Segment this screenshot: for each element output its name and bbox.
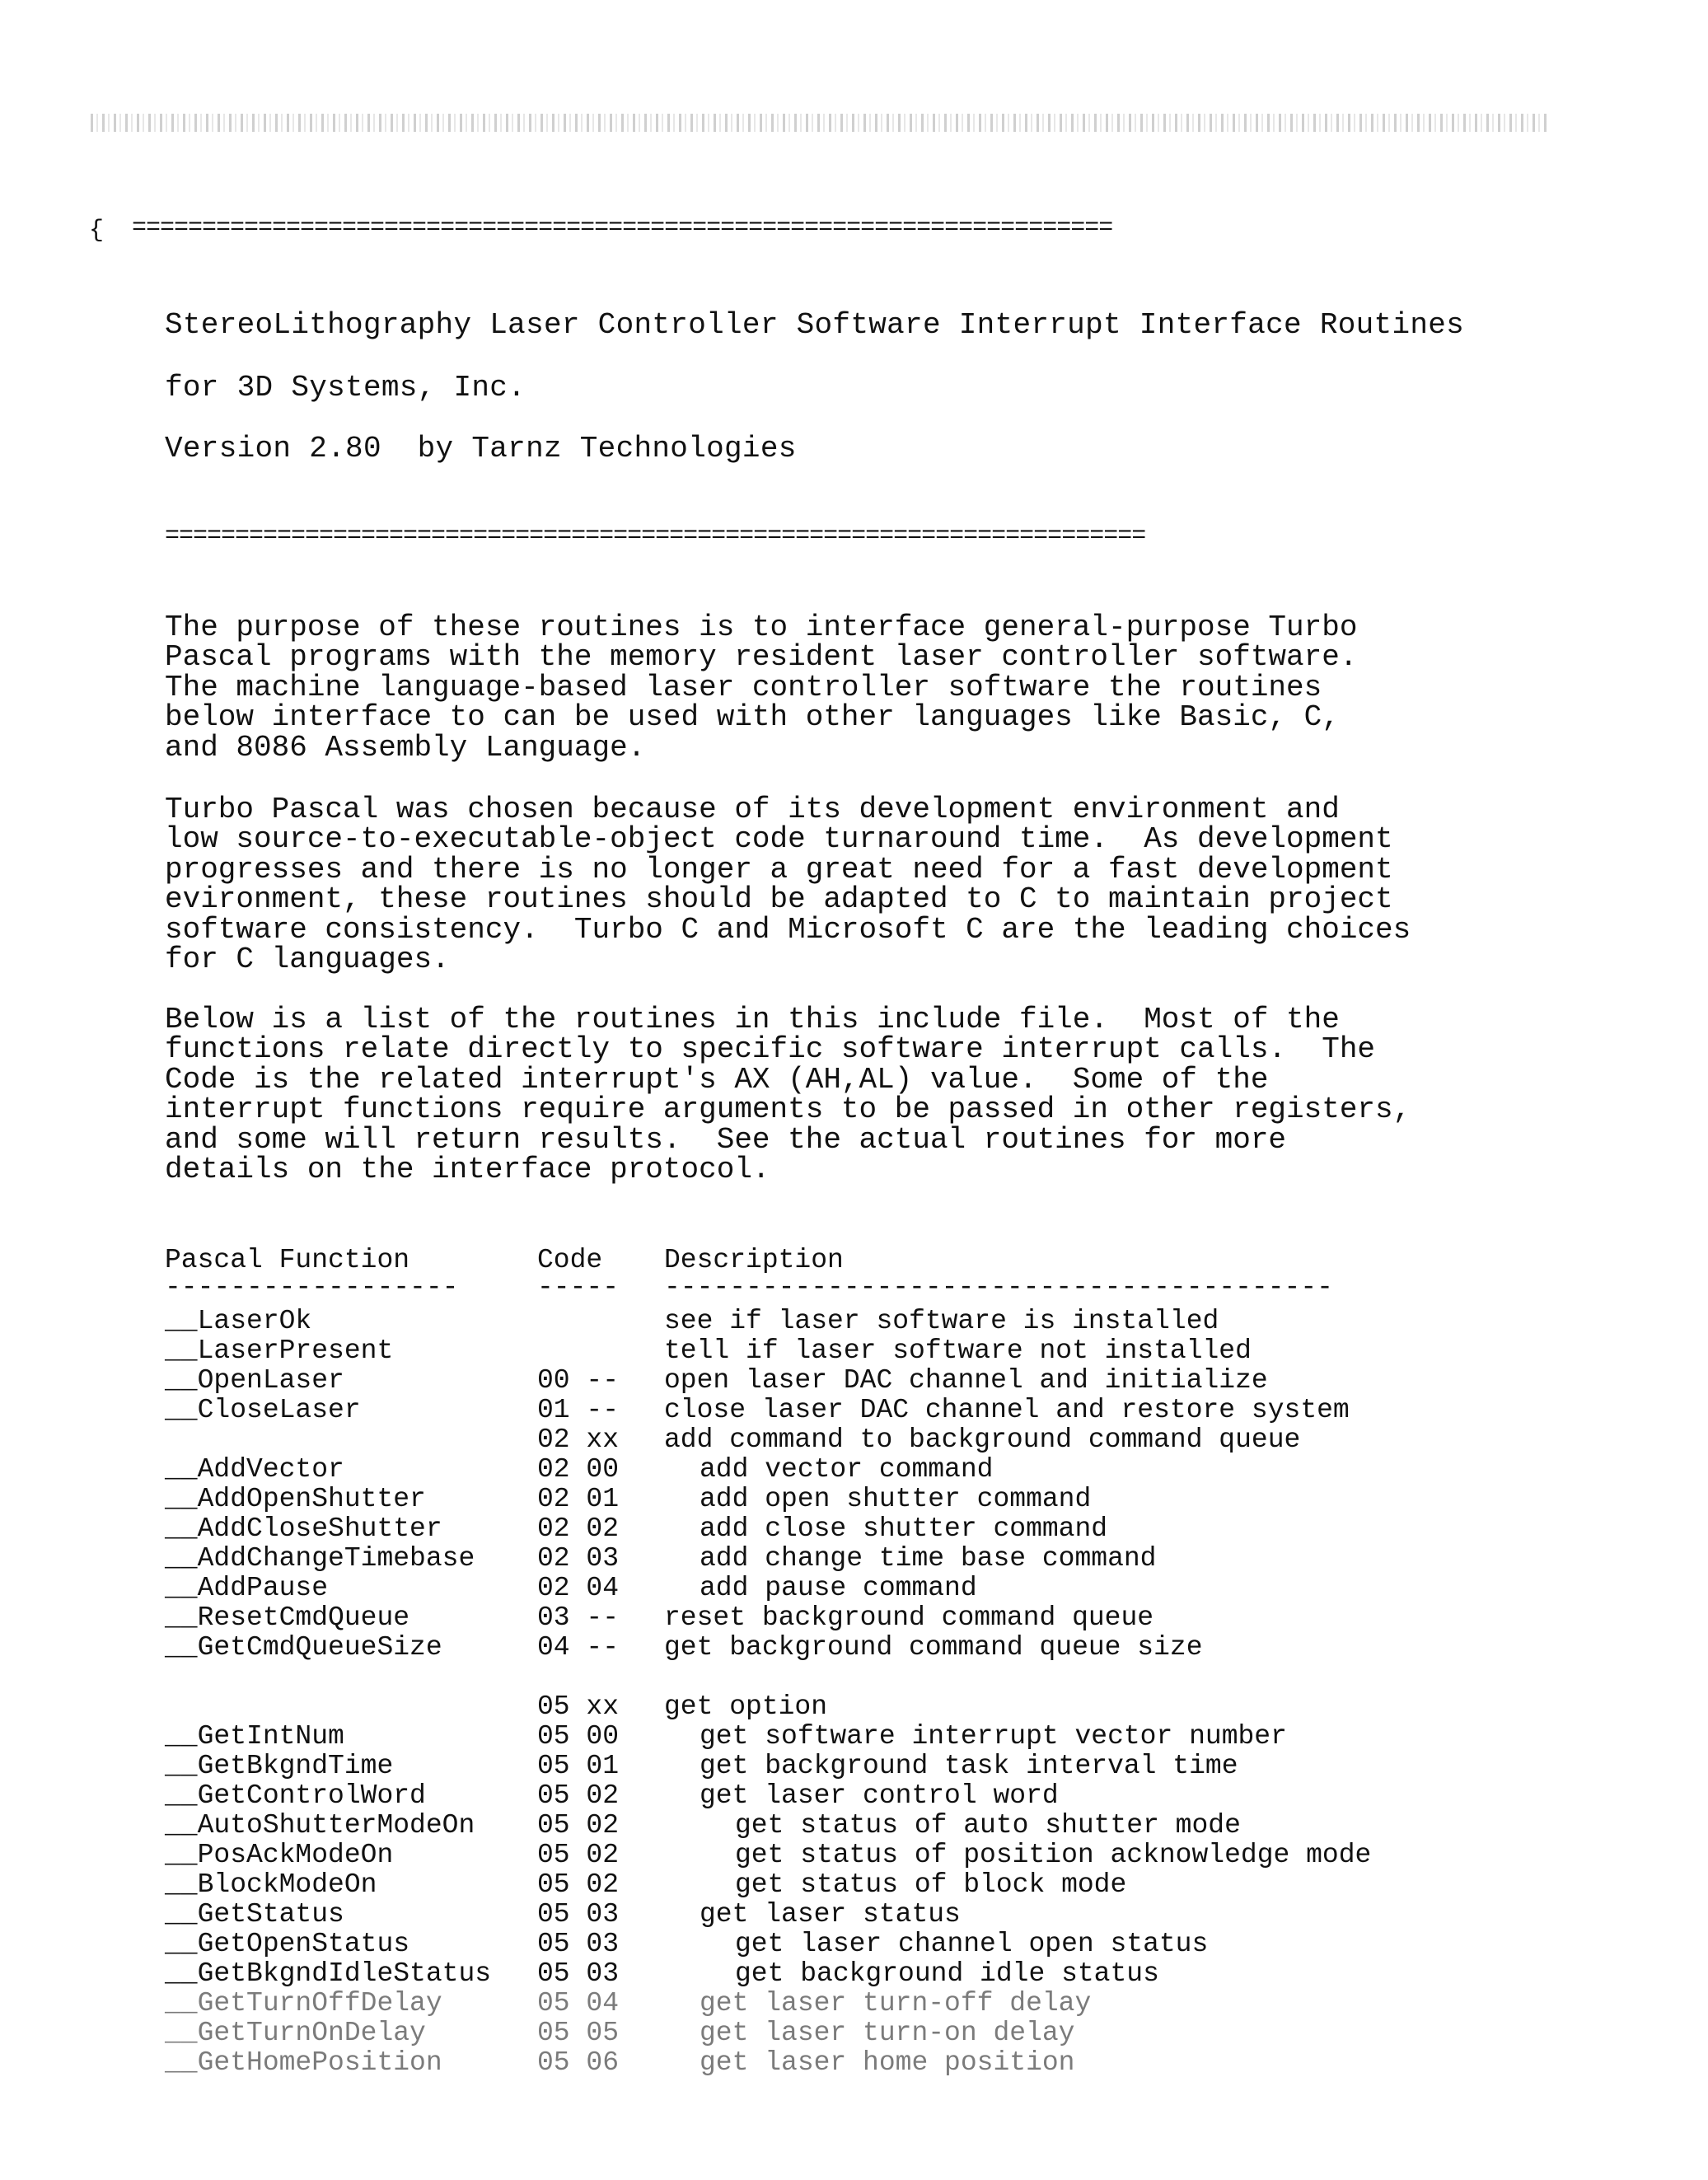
function-name: __GetBkgndTime: [165, 1752, 393, 1781]
underline-function: ------------------: [165, 1273, 458, 1303]
underline-code: -----: [537, 1273, 619, 1303]
routine-description: add change time base command: [700, 1544, 1157, 1574]
function-name: __AddCloseShutter: [165, 1514, 442, 1544]
interrupt-code: 05 02: [537, 1811, 619, 1841]
routine-description: get status of block mode: [735, 1870, 1126, 1900]
function-name: __GetBkgndIdleStatus: [165, 1959, 491, 1989]
function-name: __GetIntNum: [165, 1722, 344, 1752]
scan-noise-band: [91, 114, 1549, 132]
routine-description: add command to background command queue: [664, 1425, 1300, 1455]
interrupt-code: 04 --: [537, 1633, 619, 1663]
interrupt-code: 05 02: [537, 1781, 619, 1811]
routine-description: get background idle status: [735, 1959, 1159, 1989]
interrupt-code: 02 01: [537, 1485, 619, 1514]
table-underline: [165, 1273, 198, 1303]
routine-description: get background command queue size: [664, 1633, 1203, 1663]
bottom-rule: ======================================================================: [165, 524, 1481, 549]
function-name: __AddOpenShutter: [165, 1485, 426, 1514]
title-line-2: for 3D Systems, Inc.: [165, 373, 526, 403]
interrupt-code: 01 --: [537, 1396, 619, 1425]
interrupt-code: 05 05: [537, 2019, 619, 2048]
interrupt-code: 02 02: [537, 1514, 619, 1544]
interrupt-code: 05 04: [537, 1989, 619, 2019]
table-header: [165, 1246, 198, 1275]
underline-description: -----------------------------------------: [664, 1273, 1333, 1303]
header-code: Code: [537, 1246, 602, 1275]
routine-description: get laser status: [700, 1900, 961, 1930]
header-function: Pascal Function: [165, 1246, 409, 1275]
routine-description: get laser channel open status: [735, 1930, 1208, 1959]
routine-description: open laser DAC channel and initialize: [664, 1366, 1268, 1396]
function-name: __GetCmdQueueSize: [165, 1633, 442, 1663]
routine-description: get option: [664, 1692, 827, 1722]
routine-description: get software interrupt vector number: [700, 1722, 1287, 1752]
paragraph-turbo-pascal: Turbo Pascal was chosen because of its development environment and low source-to-executable-object code turnaround time. As development progresses and there is no longer a great need for a fast development evironment, these routines should be adapted to C to maintain project software consistency. Turbo C and Microsoft C are the leading choices for C languages.: [165, 795, 1411, 975]
function-name: __BlockModeOn: [165, 1870, 377, 1900]
function-name: __CloseLaser: [165, 1396, 361, 1425]
routine-description: add pause command: [700, 1574, 977, 1603]
routine-description: close laser DAC channel and restore system: [664, 1396, 1350, 1425]
function-name: __LaserPresent: [165, 1336, 393, 1366]
routine-description: get status of position acknowledge mode: [735, 1841, 1371, 1870]
interrupt-code: 02 04: [537, 1574, 619, 1603]
paragraph-purpose: The purpose of these routines is to interface general-purpose Turbo Pascal programs with the memory resident laser controller software. The machine language-based laser controller software the routines below interface to can be used with other languages like Basic, C, and 8086 Assembly Language.: [165, 613, 1357, 763]
function-name: __GetHomePosition: [165, 2048, 442, 2078]
function-name: __AddVector: [165, 1455, 344, 1485]
routine-description: get laser turn-on delay: [700, 2019, 1074, 2048]
interrupt-code: 02 xx: [537, 1425, 619, 1455]
interrupt-code: 05 03: [537, 1930, 619, 1959]
title-line-1: StereoLithography Laser Controller Software Interrupt Interface Routines: [165, 311, 1464, 340]
function-name: __AutoShutterModeOn: [165, 1811, 475, 1841]
function-name: __GetOpenStatus: [165, 1930, 409, 1959]
paragraph-routine-list: Below is a list of the routines in this include file. Most of the functions relate directly to specific software interrupt calls. The Code is the related interrupt's AX (AH,AL) value. Some of the interrupt functions require arguments to be passed in other registers, and some will return results. See the actual routines for more details on the interface protocol.: [165, 1005, 1411, 1185]
routine-description: get laser home position: [700, 2048, 1074, 2078]
function-name: __AddPause: [165, 1574, 328, 1603]
routine-description: add open shutter command: [700, 1485, 1091, 1514]
function-name: __GetTurnOnDelay: [165, 2019, 426, 2048]
routine-description: get laser turn-off delay: [700, 1989, 1091, 2019]
interrupt-code: 03 --: [537, 1603, 619, 1633]
function-name: __GetTurnOffDelay: [165, 1989, 442, 2019]
interrupt-code: 05 06: [537, 2048, 619, 2078]
routine-description: see if laser software is installed: [664, 1307, 1219, 1336]
interrupt-code: 05 02: [537, 1841, 619, 1870]
function-name: __AddChangeTimebase: [165, 1544, 475, 1574]
interrupt-code: 02 00: [537, 1455, 619, 1485]
function-name: __LaserOk: [165, 1307, 311, 1336]
interrupt-code: 05 01: [537, 1752, 619, 1781]
interrupt-code: 02 03: [537, 1544, 619, 1574]
interrupt-code: 05 xx: [537, 1692, 619, 1722]
routine-description: add vector command: [700, 1455, 993, 1485]
function-name: __PosAckModeOn: [165, 1841, 393, 1870]
routine-description: get laser control word: [700, 1781, 1059, 1811]
title-line-3: Version 2.80 by Tarnz Technologies: [165, 434, 797, 464]
routine-description: get background task interval time: [700, 1752, 1238, 1781]
top-rule: ======================================================================: [132, 216, 1481, 241]
interrupt-code: 05 03: [537, 1959, 619, 1989]
interrupt-code: 05 02: [537, 1870, 619, 1900]
header-description: Description: [664, 1246, 844, 1275]
routine-description: reset background command queue: [664, 1603, 1153, 1633]
interrupt-code: 05 00: [537, 1722, 619, 1752]
function-name: __GetStatus: [165, 1900, 344, 1930]
interrupt-code: 05 03: [537, 1900, 619, 1930]
function-name: __ResetCmdQueue: [165, 1603, 409, 1633]
routine-description: add close shutter command: [700, 1514, 1107, 1544]
function-name: __OpenLaser: [165, 1366, 344, 1396]
function-name: __GetControlWord: [165, 1781, 426, 1811]
routine-description: get status of auto shutter mode: [735, 1811, 1241, 1841]
routine-description: tell if laser software not installed: [664, 1336, 1252, 1366]
interrupt-code: 00 --: [537, 1366, 619, 1396]
open-brace: {: [89, 216, 104, 246]
